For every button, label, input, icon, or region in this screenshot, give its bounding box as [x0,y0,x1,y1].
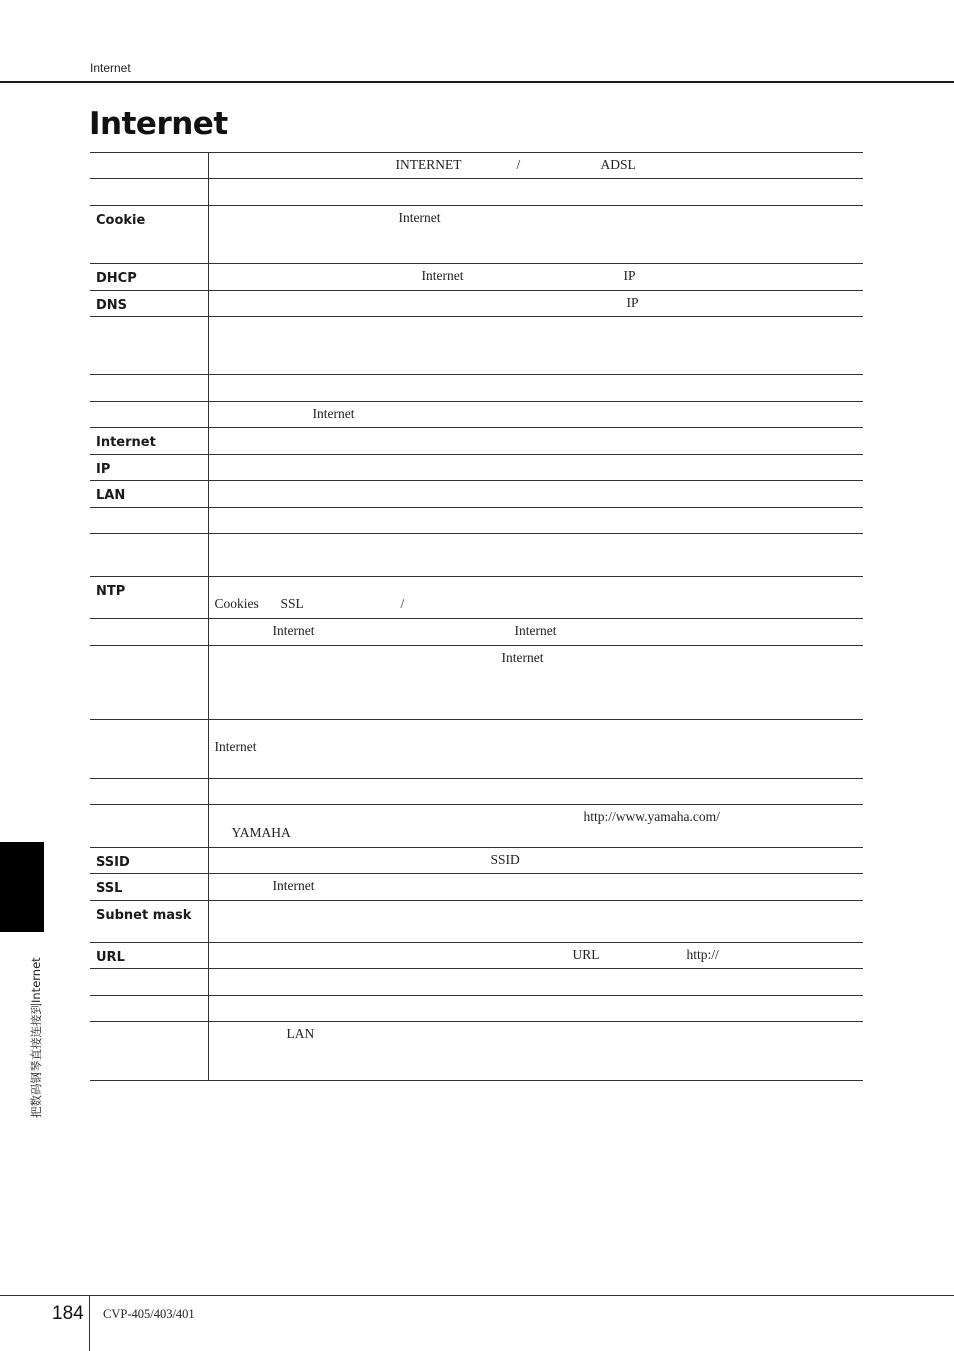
glossary-row [90,206,863,264]
glossary-row [90,901,863,943]
definition-text: / [400,596,405,611]
definition-text: INTERNET [395,157,462,172]
glossary-row [90,153,863,179]
glossary-term: DNS [90,291,208,317]
glossary-definition [208,1022,863,1081]
definition-text: LAN [286,1026,315,1041]
definition-text: Internet [214,739,257,754]
glossary-definition [208,577,863,619]
glossary-term [90,1022,208,1081]
glossary-row [90,874,863,901]
definition-text: Internet [272,623,315,638]
glossary-row [90,428,863,455]
glossary-row [90,291,863,317]
glossary-row [90,805,863,848]
glossary-term: Cookie [90,206,208,264]
glossary-table [90,152,863,1081]
definition-text: Internet [272,878,315,893]
page-title: Internet [89,106,228,142]
glossary-definition [208,481,863,508]
glossary-definition [208,375,863,402]
definition-text: http:// [686,947,719,962]
footer-divider [89,1295,90,1351]
glossary-row [90,402,863,428]
definition-text: YAMAHA [231,825,291,840]
section-tab-label: 把数码钢琴直接连接到Internet [29,957,43,1118]
glossary-definition [208,534,863,577]
glossary-term [90,375,208,402]
glossary-definition [208,455,863,481]
glossary-definition [208,317,863,375]
definition-text: ADSL [600,157,636,172]
glossary-definition [208,402,863,428]
glossary-row [90,317,863,375]
glossary-definition [208,153,863,179]
definition-text: Internet [514,623,557,638]
glossary-definition [208,720,863,779]
glossary-definition [208,179,863,206]
glossary-definition [208,874,863,901]
glossary-term: DHCP [90,264,208,291]
glossary-term: URL [90,943,208,969]
definition-text: http://www.yamaha.com/ [583,809,720,824]
definition-text: IP [623,268,636,283]
glossary-term: Internet [90,428,208,455]
glossary-term [90,720,208,779]
glossary-row [90,179,863,206]
glossary-term [90,996,208,1022]
glossary-term [90,619,208,646]
definition-text: Internet [312,406,355,421]
glossary-row [90,455,863,481]
glossary-term [90,317,208,375]
definition-text: SSID [490,852,520,867]
definition-text: Internet [398,210,441,225]
definition-text: Internet [501,650,544,665]
glossary-definition [208,969,863,996]
glossary-row [90,534,863,577]
definition-text: SSL [280,596,304,611]
glossary-definition [208,943,863,969]
glossary-row [90,943,863,969]
header-rule [0,81,954,83]
glossary-term [90,153,208,179]
glossary-definition [208,848,863,874]
glossary-row [90,779,863,805]
glossary-row [90,969,863,996]
glossary-term: LAN [90,481,208,508]
glossary-term [90,534,208,577]
glossary-row [90,375,863,402]
glossary-row [90,577,863,619]
glossary-row [90,481,863,508]
glossary-term: IP [90,455,208,481]
page-number: 184 [52,1303,84,1324]
glossary-definition [208,805,863,848]
footer-rule [0,1295,954,1296]
glossary-definition [208,206,863,264]
glossary-row [90,996,863,1022]
glossary-term [90,508,208,534]
glossary-row [90,1022,863,1081]
glossary-row [90,646,863,720]
section-tab [0,842,44,932]
glossary-definition [208,996,863,1022]
definition-text: URL [572,947,600,962]
glossary-row [90,508,863,534]
running-head: Internet [90,61,131,75]
definition-text: / [516,157,521,172]
glossary-definition [208,291,863,317]
glossary-definition [208,646,863,720]
glossary-row [90,264,863,291]
glossary-term: SSL [90,874,208,901]
glossary-term [90,969,208,996]
glossary-row [90,619,863,646]
glossary-definition [208,428,863,455]
glossary-term: Subnet mask [90,901,208,943]
glossary-definition [208,779,863,805]
glossary-term [90,805,208,848]
glossary-definition [208,901,863,943]
glossary-definition [208,264,863,291]
definition-text: Internet [421,268,464,283]
glossary-term [90,779,208,805]
glossary-definition [208,508,863,534]
glossary-definition [208,619,863,646]
definition-text: IP [626,295,639,310]
glossary-term [90,646,208,720]
glossary-row [90,848,863,874]
definition-text: Cookies [214,596,259,611]
glossary-term [90,402,208,428]
model-name: CVP-405/403/401 [103,1307,195,1321]
glossary-term: NTP [90,577,208,619]
glossary-term: SSID [90,848,208,874]
glossary-term [90,179,208,206]
glossary-row [90,720,863,779]
